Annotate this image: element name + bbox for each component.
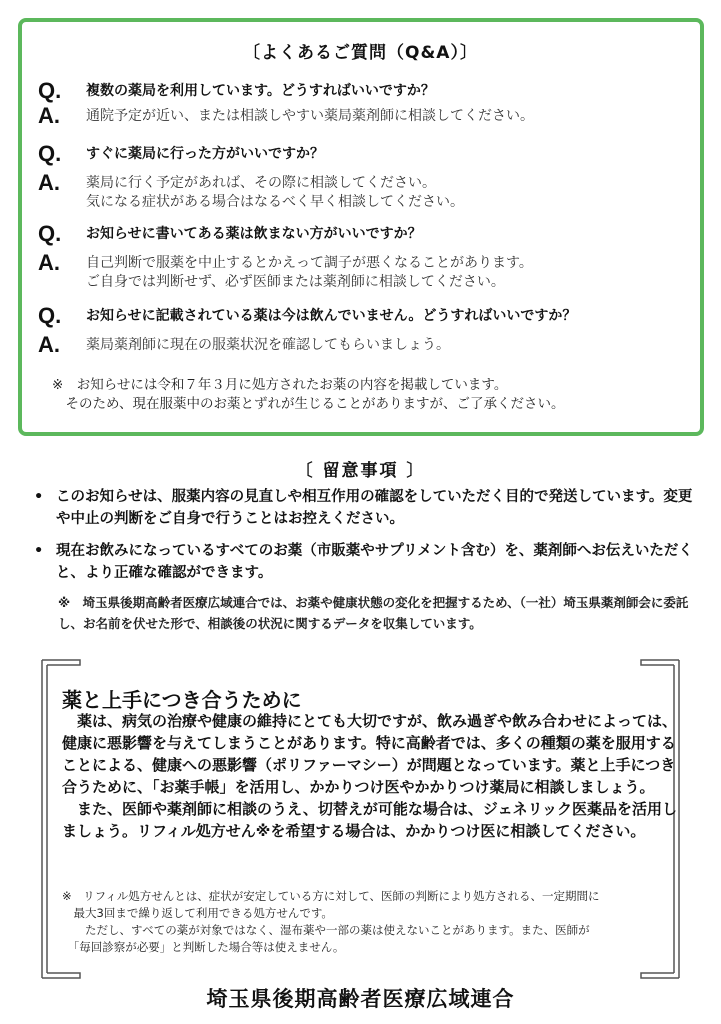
- a-mark: A.: [38, 103, 60, 128]
- box-body: [62, 710, 677, 842]
- answer-3: 自己判断で服薬を中止するとかえって調子が悪くなることがあります。 ご自身では判断せず、必ず医師または薬剤師に相談してください。: [86, 255, 533, 290]
- answer-1: 通院予定が近い、または相談しやすい薬局薬剤師に相談してください。: [86, 108, 534, 124]
- notes-title: 〔 留意事項 〕: [295, 461, 426, 481]
- notes-small-note: ※ 埼玉県後期高齢者医療広域連合では、お薬や健康状態の変化を把握するため、（一社）埼玉県薬剤師会に委託し、お名前を伏せた形で、相談後の状況に関するデータを収集しています。: [58, 595, 689, 631]
- notes-item-2-text: 現在お飲みになっているすべてのお薬（市販薬やサプリメント含む）を、薬剤師へお伝えいただくと、より正確な確認ができます。: [56, 543, 693, 581]
- qa-title: 〔よくあるご質問（Q&A）〕: [243, 43, 478, 63]
- question-3: お知らせに書いてある薬は飲まない方がいいですか？: [86, 226, 422, 242]
- notes-item-1-text: このお知らせは、服薬内容の見直しや相互作用の確認をしていただく目的で発送しています。変更や中止の判断をご自身で行うことはお控えください。: [56, 489, 693, 527]
- q-mark: Q.: [38, 78, 62, 103]
- answer-4: 薬局薬剤師に現在の服薬状況を確認してもらいましょう。: [86, 337, 450, 353]
- question-4: お知らせに記載されている薬は今は飲んでいません。どうすればいいですか？: [86, 308, 577, 324]
- box-title: 薬と上手につき合うために: [62, 688, 302, 712]
- box-note: ※ リフィル処方せんとは、症状が安定している方に対して、医師の判断により処方される、一定期間に 最大3回まで繰り返して利用できる処方せんです。 ただし、すべての薬が対象ではなく、湿布薬や一部の薬は使えないことがあります。また、医師が 「毎回診察が必要」と判断した場合等は使えません。: [62, 889, 600, 954]
- q-mark: Q.: [38, 141, 62, 166]
- a-mark: A.: [38, 332, 60, 357]
- box-paragraph-2: また、医師や薬剤師に相談のうえ、切替えが可能な場合は、ジェネリック医薬品を活用しましょう。リフィル処方せん※を希望する場合は、かかりつけ医に相談してください。: [62, 800, 678, 840]
- answer-2: 薬局に行く予定があれば、その際に相談してください。 気になる症状がある場合はなるべく早く相談してください。: [86, 175, 464, 210]
- question-2: すぐに薬局に行った方がいいですか？: [86, 146, 324, 162]
- box-paragraph-1: 薬は、病気の治療や健康の維持にとても大切ですが、飲み過ぎや飲み合わせによっては、健康に悪影響を与えてしまうことがあります。特に高齢者では、多くの種類の薬を服用することによる、健康への悪影響（ポリファーマシー）が問題となっています。薬と上手につき合うために、「お薬手帳」を活用し、かかりつけ医やかかりつけ薬局に相談しましょう。: [62, 712, 678, 796]
- q-mark: Q.: [38, 221, 62, 246]
- footer-organization: 埼玉県後期高齢者医療広域連合: [206, 987, 515, 1011]
- question-1: 複数の薬局を利用しています。どうすればいいですか？: [86, 83, 435, 99]
- a-mark: A.: [38, 250, 60, 275]
- a-mark: A.: [38, 170, 60, 195]
- bullet: •: [34, 489, 44, 505]
- bullet: •: [34, 543, 44, 559]
- q-mark: Q.: [38, 303, 62, 328]
- qa-note: ※ お知らせには令和７年３月に処方されたお薬の内容を掲載しています。 そのため、現在服薬中のお薬とずれが生じることがありますが、ご了承ください。: [52, 377, 565, 412]
